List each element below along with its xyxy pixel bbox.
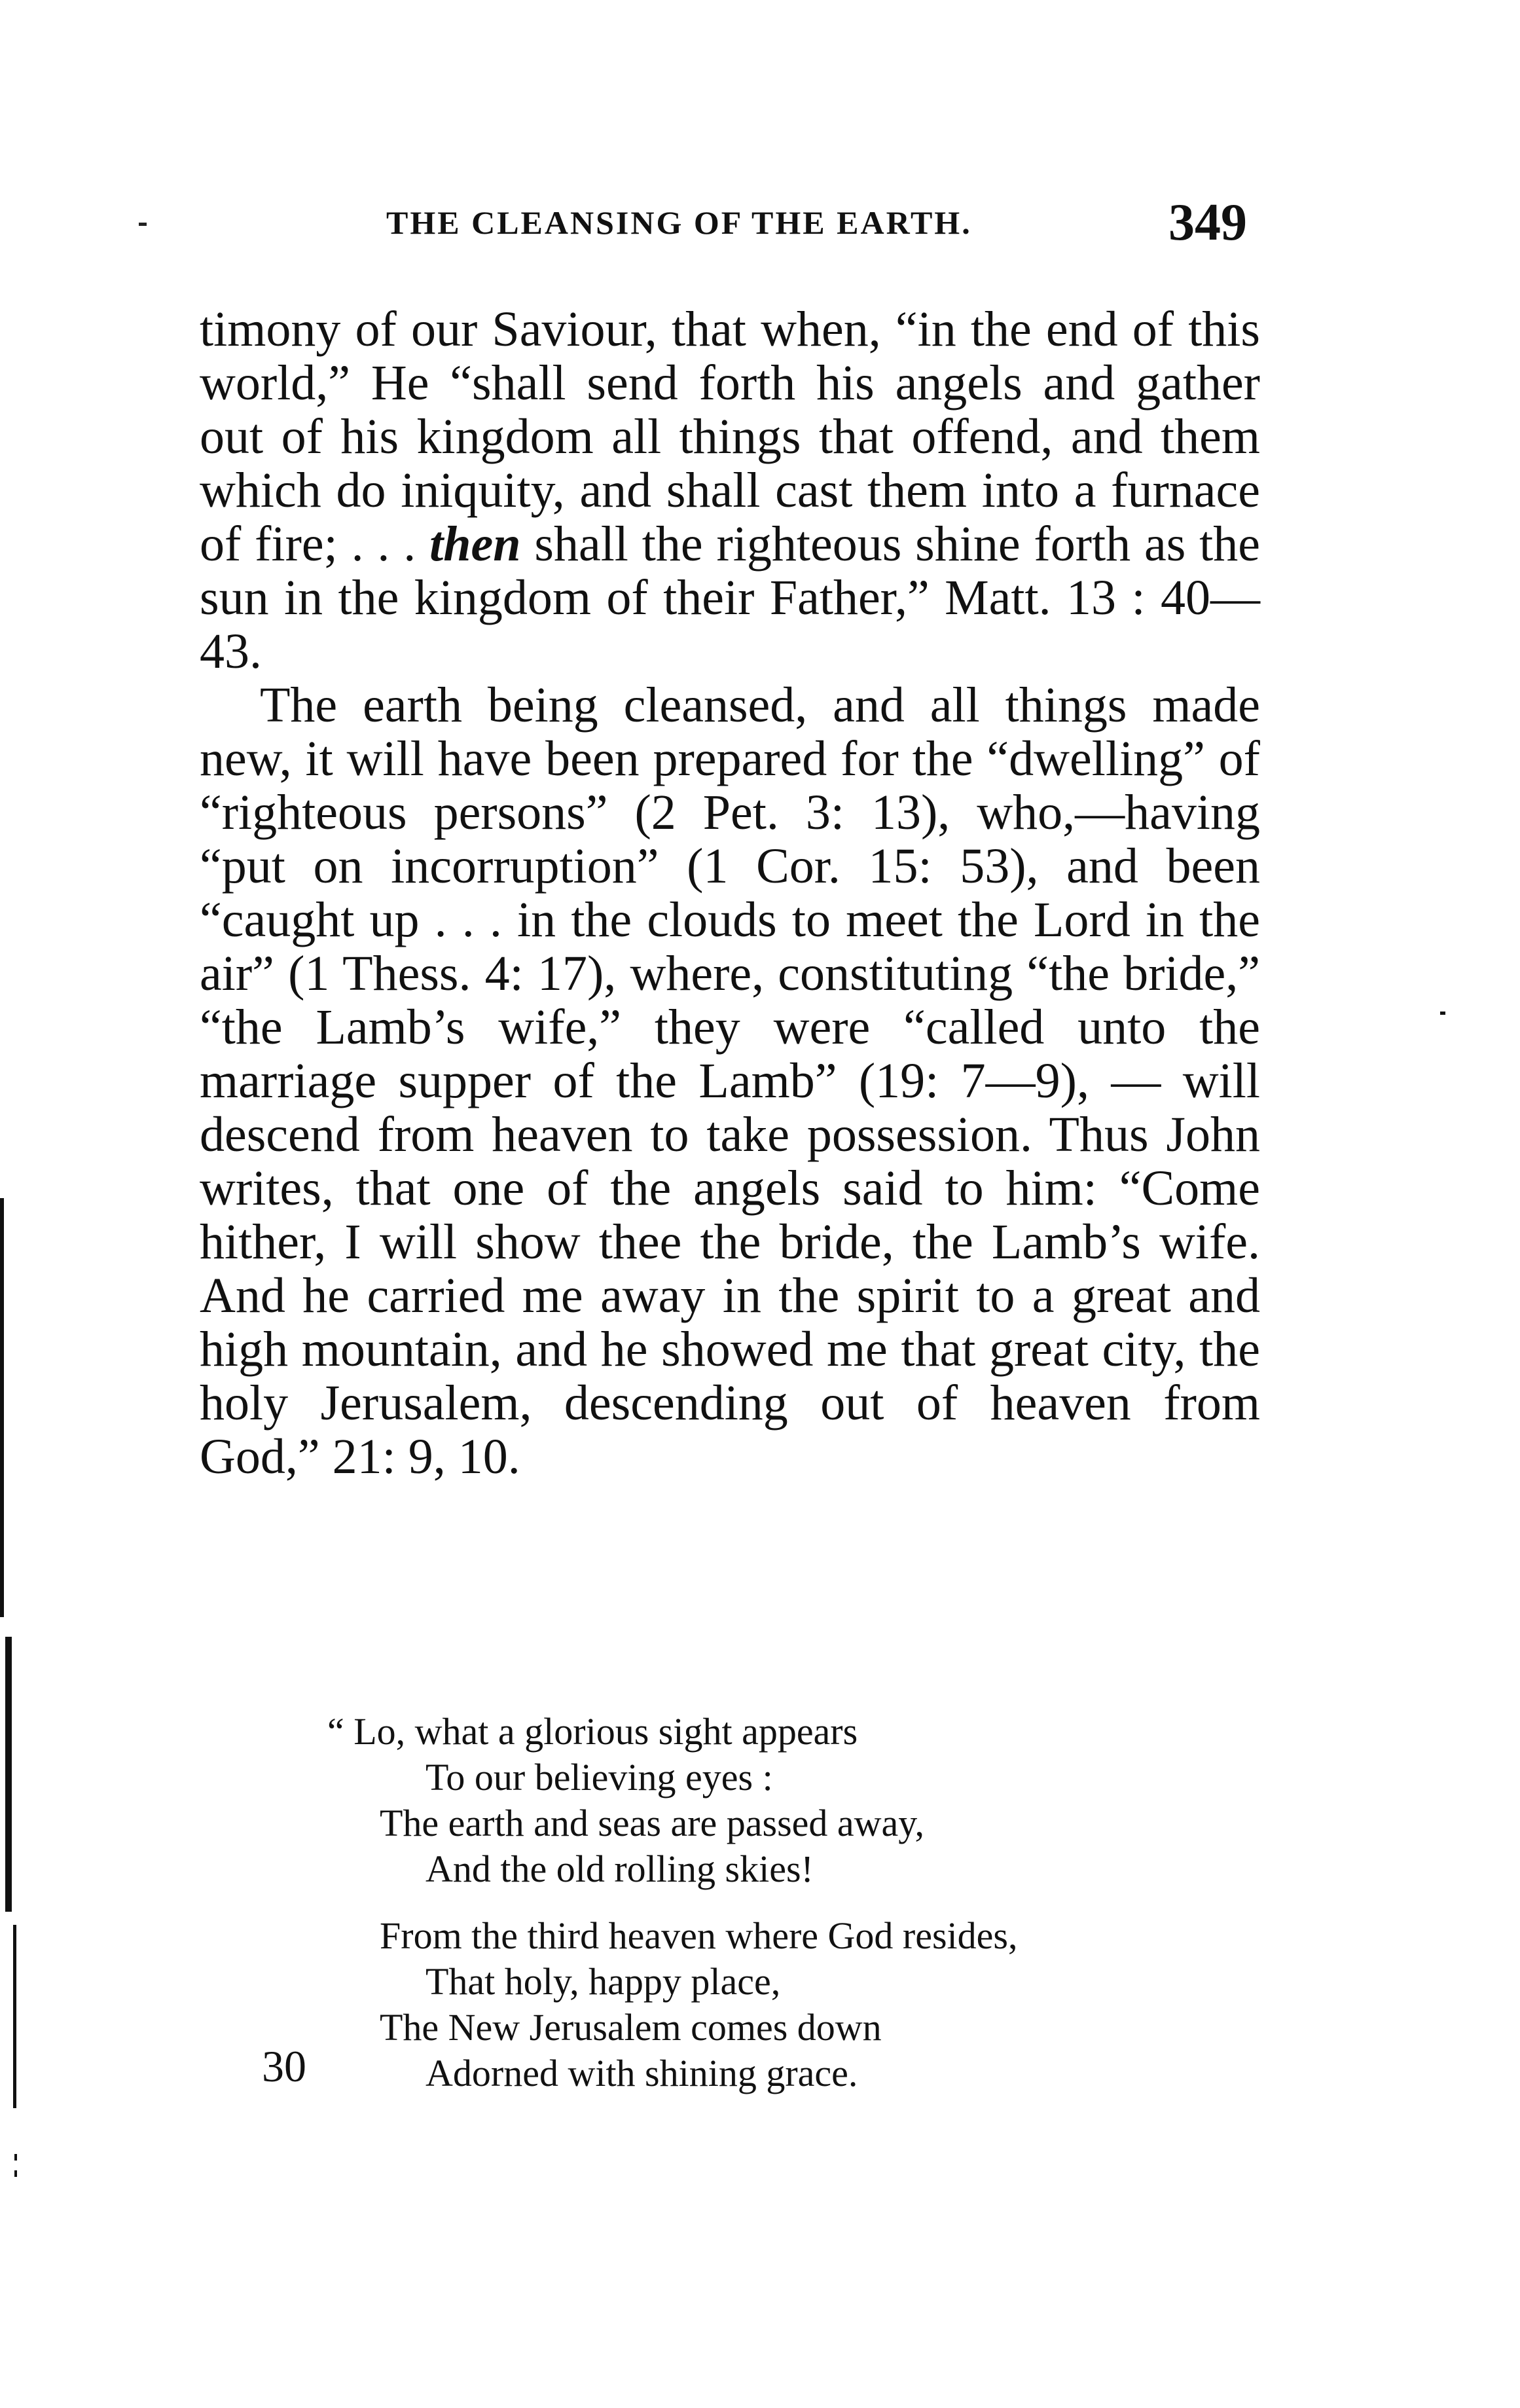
body-text xyxy=(200,302,1260,1484)
scan-edge-dot xyxy=(14,2154,17,2161)
scan-edge-line xyxy=(13,1925,16,2108)
poem-line: That holy, happy place, xyxy=(425,1960,781,2003)
scan-edge-dot xyxy=(1440,1012,1445,1015)
stanza-2 xyxy=(327,1913,1017,2096)
signature-mark: 30 xyxy=(262,2041,306,2091)
poem-line: From the third heaven where God resides, xyxy=(380,1914,1018,1957)
poem-line: And the old rolling skies! xyxy=(425,1848,814,1890)
margin-dash-mark xyxy=(139,223,147,226)
scan-edge-line xyxy=(0,1198,4,1617)
paragraph-1-text-end: shall the righteous shine forth as the sun in the kingdom of their Father,” Matt. 13 : 40—43. xyxy=(200,517,1261,679)
paragraph-2: The earth being cleansed, and all things made new, it will have been prepared for the “dwelling” of “righteous persons” (2 Pet. 3: 13), who,—having “put on incorruption” (1 Cor. 15: 53), and been “caught up . . . in the clouds to meet the Lord in the air” (1 Thess. 4: 17), where, constituting “the bride,” “the Lamb’s wife,” they were “called unto the marriage supper of the Lamb” (19: 7—9), — will descend from heaven to take possession. Thus John writes, that one of the angels said to him: “Come hither, I will show thee the bride, the Lamb’s wife. And he carried me away in the spirit to a great and high mountain, and he showed me that great city, the holy Jerusalem, descending out of heaven from God,” 21: 9, 10. xyxy=(200,678,1260,1484)
scan-edge-line xyxy=(5,1637,12,1912)
poem-line: The earth and seas are passed away, xyxy=(380,1802,924,1844)
page-number: 349 xyxy=(1168,194,1247,251)
running-header-title: THE CLEANSING OF THE EARTH. xyxy=(386,204,972,241)
poem-line: To our believing eyes : xyxy=(425,1756,773,1798)
poem-line: “ Lo, what a glorious sight appears xyxy=(327,1710,858,1753)
paragraph-1-text-start: timony of our Saviour, that when, “in the end of this world,” He “shall send forth his angels and gather out of his kingdom all things that offend, and them which do iniquity, and shall cast them into a furnace of fire; . . . xyxy=(200,302,1260,572)
paragraph-1-italic-word: then xyxy=(429,517,521,572)
poem-line: Adorned with shining grace. xyxy=(425,2052,858,2094)
poem-line: The New Jerusalem comes down xyxy=(380,2006,882,2049)
hymn-quotation xyxy=(327,1709,1017,2117)
stanza-1 xyxy=(327,1709,1017,1892)
paragraph-1 xyxy=(200,302,1260,678)
scan-edge-dot xyxy=(14,2170,17,2177)
